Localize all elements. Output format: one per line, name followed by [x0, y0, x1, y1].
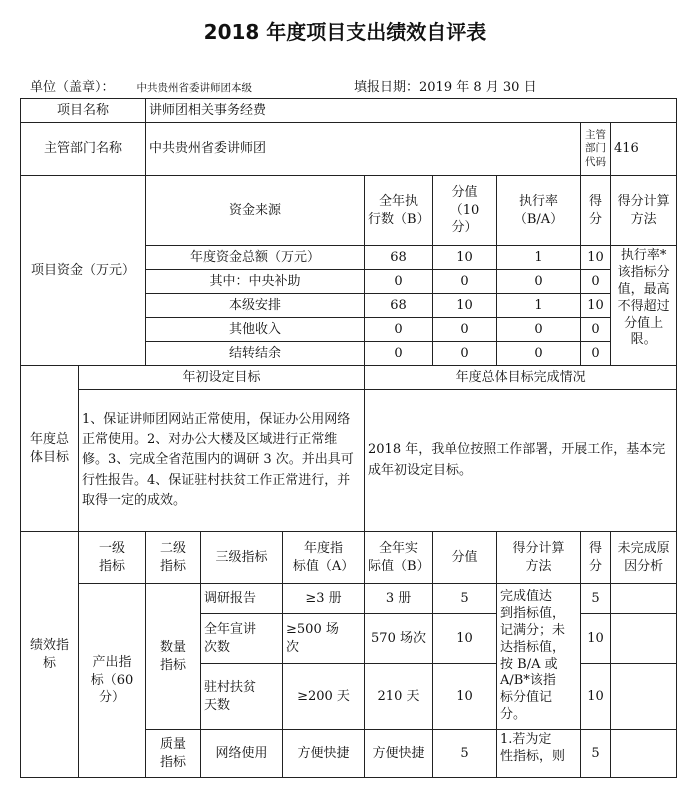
page-title: 2018 年度项目支出绩效自评表 [203, 20, 487, 44]
funds-row-score: 0 [581, 342, 611, 366]
indicator-row [21, 584, 677, 614]
goals-section-label: 年度总 体目标 [21, 366, 79, 532]
funds-row-score: 10 [581, 294, 611, 318]
perf-target-header: 年度指 标值（A） [283, 532, 365, 584]
funds-row-annual: 68 [365, 246, 433, 270]
date-info [354, 76, 537, 95]
funds-header-row [21, 176, 677, 246]
funds-row-rate: 1 [497, 294, 581, 318]
indicator-reason [611, 614, 677, 664]
perf-method-header: 得分计算 方法 [497, 532, 581, 584]
indicator-score: 10 [581, 664, 611, 730]
unit-label: 单位（盖章）： [30, 80, 115, 95]
indicator-score: 5 [581, 730, 611, 778]
indicator-reason [611, 664, 677, 730]
goals-header-row [21, 366, 677, 390]
indicator-actual: 方便快捷 [365, 730, 433, 778]
funds-row-label: 本级安排 [146, 294, 365, 318]
perf-level3-header: 三级指标 [201, 532, 283, 584]
funds-row-score-value: 0 [433, 318, 497, 342]
quantity-method-text: 完成值达 到指标值， 记满分；未 达指标值， 按 B/A 或 A/B*该指 标分值记 分。 [497, 584, 581, 730]
project-name-value: 讲师团相关事务经费 [146, 99, 677, 123]
perf-score-value-header: 分值 [433, 532, 497, 584]
dept-code-value: 416 [611, 123, 677, 176]
funds-row-score-value: 10 [433, 294, 497, 318]
indicator-actual: 3 册 [365, 584, 433, 614]
dept-code-label: 主管 部门 代码 [581, 123, 611, 176]
funds-row-rate: 1 [497, 246, 581, 270]
date-label: 填报日期： [354, 80, 420, 95]
funds-score-value-header: 分值 （10 分） [433, 176, 497, 246]
funds-method-header: 得分计算 方法 [611, 176, 677, 246]
unit-name: 中共贵州省委讲师团本级 [136, 82, 253, 94]
indicator-score: 10 [581, 614, 611, 664]
indicator-target: ≥200 天 [283, 664, 365, 730]
funds-score-header: 得 分 [581, 176, 611, 246]
indicator-score-value: 10 [433, 614, 497, 664]
indicator-name: 调研报告 [201, 584, 283, 614]
date-value: 2019 年 8 月 30 日 [419, 80, 537, 95]
quality-indicator-label: 质量 指标 [146, 730, 201, 778]
funds-row-score: 10 [581, 246, 611, 270]
funds-row-annual: 0 [365, 318, 433, 342]
funds-row-rate: 0 [497, 270, 581, 294]
department-value: 中共贵州省委讲师团 [146, 123, 581, 176]
funds-row-label: 其中：中央补助 [146, 270, 365, 294]
funds-section-label: 项目资金（万元） [21, 176, 146, 366]
funds-row-label: 结转结余 [146, 342, 365, 366]
department-row [21, 123, 677, 176]
perf-level2-header: 二级 指标 [146, 532, 201, 584]
performance-section-label: 绩效指 标 [21, 532, 79, 778]
funds-row-annual: 0 [365, 342, 433, 366]
indicator-reason [611, 584, 677, 614]
output-indicator-label: 产出指 标（60 分） [79, 584, 146, 778]
perf-reason-header: 未完成原 因分析 [611, 532, 677, 584]
funds-row-annual: 0 [365, 270, 433, 294]
indicator-score-value: 5 [433, 730, 497, 778]
indicator-score: 5 [581, 584, 611, 614]
goals-content-row [21, 390, 677, 532]
indicator-name: 全年宣讲 次数 [201, 614, 283, 664]
indicator-target: ≥3 册 [283, 584, 365, 614]
project-name-row [21, 99, 677, 123]
funds-row-label: 其他收入 [146, 318, 365, 342]
goals-completion-header: 年度总体目标完成情况 [365, 366, 677, 390]
indicator-target: 方便快捷 [283, 730, 365, 778]
indicator-actual: 570 场次 [365, 614, 433, 664]
indicator-score-value: 5 [433, 584, 497, 614]
indicator-reason [611, 730, 677, 778]
unit-info [30, 76, 252, 95]
indicator-target: ≥500 场 次 [283, 614, 365, 664]
quality-method-text: 1.若为定 性指标，则 [497, 730, 581, 778]
indicator-actual: 210 天 [365, 664, 433, 730]
goals-initial-header: 年初设定目标 [79, 366, 365, 390]
project-name-label: 项目名称 [21, 99, 146, 123]
goals-completion-text: 2018 年，我单位按照工作部署，开展工作，基本完成年初设定目标。 [365, 390, 677, 532]
quantity-indicator-label: 数量 指标 [146, 584, 201, 730]
funds-row-score: 0 [581, 270, 611, 294]
indicator-name: 驻村扶贫 天数 [201, 664, 283, 730]
perf-score-header: 得 分 [581, 532, 611, 584]
funds-row-label: 年度资金总额（万元） [146, 246, 365, 270]
funds-annual-header: 全年执 行数（B） [365, 176, 433, 246]
funds-method-text: 执行率* 该指标分 值，最高 不得超过 分值上 限。 [611, 246, 677, 366]
department-label: 主管部门名称 [21, 123, 146, 176]
funds-source-header: 资金来源 [146, 176, 365, 246]
performance-header-row [21, 532, 677, 584]
funds-rate-header: 执行率 （B/A） [497, 176, 581, 246]
funds-row-score-value: 0 [433, 270, 497, 294]
funds-row-annual: 68 [365, 294, 433, 318]
funds-row-score-value: 0 [433, 342, 497, 366]
perf-level1-header: 一级 指标 [79, 532, 146, 584]
goals-initial-text: 1、保证讲师团网站正常使用，保证办公用网络正常使用。2、对办公大楼及区域进行正常维修。3、完成全省范围内的调研 3 次。并出具可行性报告。4、保证驻村扶贫工作正常进行，并取得一定的成效。 [79, 390, 365, 532]
indicator-score-value: 10 [433, 664, 497, 730]
indicator-name: 网络使用 [201, 730, 283, 778]
perf-actual-header: 全年实 际值（B） [365, 532, 433, 584]
funds-row-rate: 0 [497, 342, 581, 366]
funds-row-rate: 0 [497, 318, 581, 342]
evaluation-table [20, 98, 677, 778]
funds-row-score: 0 [581, 318, 611, 342]
funds-row-score-value: 10 [433, 246, 497, 270]
